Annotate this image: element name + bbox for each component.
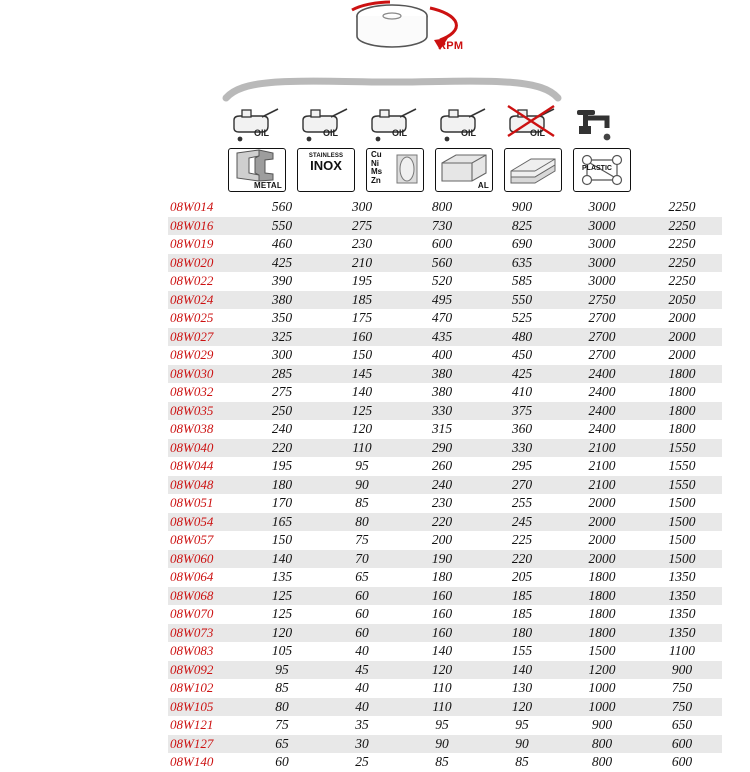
rpm-label: RPM bbox=[438, 40, 464, 52]
material-line-cu: Cu bbox=[371, 150, 382, 159]
row-code: 08W092 bbox=[168, 661, 242, 680]
row-value: 220 bbox=[402, 513, 482, 532]
row-value: 140 bbox=[482, 661, 562, 680]
table-row bbox=[168, 476, 722, 495]
row-value: 80 bbox=[322, 513, 402, 532]
speed-table-body bbox=[168, 198, 722, 772]
table-row bbox=[168, 420, 722, 439]
table-row bbox=[168, 346, 722, 365]
row-value: 2100 bbox=[562, 439, 642, 458]
row-value: 1350 bbox=[642, 587, 722, 606]
row-value: 285 bbox=[242, 365, 322, 384]
table-row bbox=[168, 698, 722, 717]
row-value: 550 bbox=[242, 217, 322, 236]
row-value: 560 bbox=[402, 254, 482, 273]
row-value: 180 bbox=[482, 624, 562, 643]
material-icon-plastic bbox=[573, 148, 631, 192]
row-value: 1550 bbox=[642, 476, 722, 495]
row-value: 650 bbox=[671, 717, 693, 732]
row-code: 08W048 bbox=[168, 476, 242, 495]
row-value: 240 bbox=[402, 476, 482, 495]
row-code: 08W060 bbox=[168, 550, 242, 569]
row-value: 585 bbox=[511, 273, 533, 288]
row-value: 300 bbox=[351, 199, 373, 214]
row-value: 120 bbox=[402, 661, 482, 680]
row-value: 1800 bbox=[668, 384, 696, 399]
row-value: 295 bbox=[511, 458, 533, 473]
column-header-metal bbox=[228, 104, 286, 196]
table-row bbox=[168, 716, 722, 735]
row-value: 495 bbox=[402, 291, 482, 310]
row-value: 60 bbox=[322, 624, 402, 643]
row-value: 3000 bbox=[562, 254, 642, 273]
row-value: 1800 bbox=[588, 606, 616, 621]
row-code: 08W044 bbox=[170, 458, 214, 473]
row-value: 145 bbox=[322, 365, 402, 384]
row-value: 3000 bbox=[588, 273, 616, 288]
row-code: 08W105 bbox=[168, 698, 242, 717]
row-value: 600 bbox=[671, 754, 693, 769]
row-value: 800 bbox=[591, 754, 613, 769]
oil-label-al: OIL bbox=[461, 128, 476, 138]
row-value: 1500 bbox=[642, 550, 722, 569]
row-value: 190 bbox=[402, 550, 482, 569]
table-row bbox=[168, 568, 722, 587]
row-value: 1000 bbox=[588, 680, 616, 695]
table-row bbox=[168, 365, 722, 384]
table-row bbox=[168, 272, 722, 291]
rpm-graphic bbox=[330, 0, 530, 70]
material-label-inox: INOX bbox=[310, 158, 342, 173]
row-value: 40 bbox=[355, 643, 369, 658]
row-value: 470 bbox=[431, 310, 453, 325]
row-value: 1500 bbox=[668, 532, 696, 547]
row-value: 260 bbox=[431, 458, 453, 473]
row-code: 08W068 bbox=[168, 587, 242, 606]
column-header-inox bbox=[297, 104, 355, 196]
material-icon-al bbox=[435, 148, 493, 192]
row-value: 130 bbox=[511, 680, 533, 695]
row-code: 08W024 bbox=[168, 291, 242, 310]
row-value: 350 bbox=[271, 310, 293, 325]
row-value: 35 bbox=[355, 717, 369, 732]
table-row bbox=[168, 642, 722, 661]
row-value: 135 bbox=[271, 569, 293, 584]
row-value: 195 bbox=[351, 273, 373, 288]
row-value: 220 bbox=[242, 439, 322, 458]
row-value: 2250 bbox=[642, 217, 722, 236]
row-value: 25 bbox=[355, 754, 369, 769]
row-value: 205 bbox=[511, 569, 533, 584]
row-value: 825 bbox=[482, 217, 562, 236]
row-code: 08W025 bbox=[170, 310, 214, 325]
material-label-metal: METAL bbox=[254, 181, 282, 190]
row-value: 45 bbox=[322, 661, 402, 680]
column-header-al bbox=[435, 104, 493, 196]
row-value: 125 bbox=[322, 402, 402, 421]
row-value: 195 bbox=[271, 458, 293, 473]
material-icon-wood bbox=[504, 148, 562, 192]
row-value: 90 bbox=[322, 476, 402, 495]
row-code: 08W121 bbox=[170, 717, 214, 732]
table-row bbox=[168, 439, 722, 458]
row-value: 410 bbox=[511, 384, 533, 399]
row-value: 1000 bbox=[562, 698, 642, 717]
row-value: 125 bbox=[271, 606, 293, 621]
row-value: 290 bbox=[402, 439, 482, 458]
row-value: 560 bbox=[271, 199, 293, 214]
row-value: 330 bbox=[402, 402, 482, 421]
row-value: 2100 bbox=[562, 476, 642, 495]
row-value: 90 bbox=[482, 735, 562, 754]
oil-can-al bbox=[435, 104, 493, 148]
row-value: 220 bbox=[482, 550, 562, 569]
row-value: 90 bbox=[402, 735, 482, 754]
row-value: 2250 bbox=[668, 199, 696, 214]
row-value: 315 bbox=[431, 421, 453, 436]
row-value: 225 bbox=[511, 532, 533, 547]
row-value: 95 bbox=[355, 458, 369, 473]
row-value: 480 bbox=[482, 328, 562, 347]
row-value: 1350 bbox=[642, 624, 722, 643]
row-code: 08W038 bbox=[170, 421, 214, 436]
row-value: 275 bbox=[322, 217, 402, 236]
row-code: 08W064 bbox=[170, 569, 214, 584]
row-value: 30 bbox=[322, 735, 402, 754]
oil-can-inox bbox=[297, 104, 355, 148]
row-value: 2700 bbox=[588, 310, 616, 325]
row-value: 1350 bbox=[668, 569, 696, 584]
table-row bbox=[168, 513, 722, 532]
row-value: 1800 bbox=[588, 569, 616, 584]
row-value: 380 bbox=[431, 384, 453, 399]
row-value: 1350 bbox=[668, 606, 696, 621]
row-code: 08W140 bbox=[170, 754, 214, 769]
row-code: 08W019 bbox=[170, 236, 214, 251]
speed-table bbox=[168, 198, 722, 772]
row-value: 2750 bbox=[562, 291, 642, 310]
row-value: 1800 bbox=[642, 402, 722, 421]
row-value: 2400 bbox=[562, 365, 642, 384]
row-value: 460 bbox=[271, 236, 293, 251]
row-value: 750 bbox=[671, 680, 693, 695]
row-value: 900 bbox=[511, 199, 533, 214]
row-value: 180 bbox=[242, 476, 322, 495]
table-row bbox=[168, 291, 722, 310]
row-value: 520 bbox=[431, 273, 453, 288]
row-value: 2000 bbox=[668, 347, 696, 362]
row-value: 2250 bbox=[642, 254, 722, 273]
table-row bbox=[168, 624, 722, 643]
hanger-bar bbox=[222, 76, 562, 102]
row-value: 160 bbox=[322, 328, 402, 347]
table-row bbox=[168, 679, 722, 698]
row-code: 08W029 bbox=[170, 347, 214, 362]
row-value: 140 bbox=[351, 384, 373, 399]
row-value: 275 bbox=[271, 384, 293, 399]
row-value: 2100 bbox=[588, 458, 616, 473]
row-value: 240 bbox=[271, 421, 293, 436]
row-value: 800 bbox=[431, 199, 453, 214]
row-value: 140 bbox=[242, 550, 322, 569]
table-row bbox=[168, 605, 722, 624]
row-value: 185 bbox=[322, 291, 402, 310]
row-value: 1800 bbox=[562, 587, 642, 606]
row-code: 08W073 bbox=[168, 624, 242, 643]
row-value: 120 bbox=[482, 698, 562, 717]
oil-label-inox: OIL bbox=[323, 128, 338, 138]
column-header-plastic bbox=[573, 104, 631, 196]
row-value: 635 bbox=[482, 254, 562, 273]
row-code: 08W040 bbox=[168, 439, 242, 458]
row-value: 185 bbox=[511, 606, 533, 621]
row-value: 1100 bbox=[669, 643, 695, 658]
table-row bbox=[168, 235, 722, 254]
row-value: 2250 bbox=[668, 273, 696, 288]
table-row bbox=[168, 494, 722, 513]
row-value: 1800 bbox=[668, 421, 696, 436]
header-icons-row bbox=[228, 104, 750, 196]
row-value: 330 bbox=[482, 439, 562, 458]
row-value: 160 bbox=[402, 587, 482, 606]
row-code: 08W051 bbox=[170, 495, 214, 510]
row-value: 690 bbox=[511, 236, 533, 251]
row-value: 2250 bbox=[668, 236, 696, 251]
row-value: 85 bbox=[275, 680, 289, 695]
row-value: 800 bbox=[562, 735, 642, 754]
row-value: 2400 bbox=[588, 421, 616, 436]
row-value: 900 bbox=[642, 661, 722, 680]
row-value: 400 bbox=[431, 347, 453, 362]
row-value: 140 bbox=[431, 643, 453, 658]
row-value: 120 bbox=[351, 421, 373, 436]
row-code: 08W057 bbox=[170, 532, 214, 547]
row-value: 1500 bbox=[668, 495, 696, 510]
row-value: 2050 bbox=[642, 291, 722, 310]
row-value: 1500 bbox=[642, 513, 722, 532]
row-value: 2000 bbox=[588, 532, 616, 547]
table-row bbox=[168, 402, 722, 421]
row-value: 2000 bbox=[562, 513, 642, 532]
row-value: 245 bbox=[482, 513, 562, 532]
row-value: 40 bbox=[322, 698, 402, 717]
row-value: 270 bbox=[482, 476, 562, 495]
row-value: 200 bbox=[431, 532, 453, 547]
row-value: 85 bbox=[515, 754, 529, 769]
row-value: 95 bbox=[242, 661, 322, 680]
row-code: 08W054 bbox=[168, 513, 242, 532]
row-value: 900 bbox=[591, 717, 613, 732]
row-value: 175 bbox=[351, 310, 373, 325]
row-value: 40 bbox=[355, 680, 369, 695]
row-value: 2400 bbox=[588, 384, 616, 399]
row-value: 230 bbox=[351, 236, 373, 251]
row-value: 3000 bbox=[588, 199, 616, 214]
row-value: 70 bbox=[322, 550, 402, 569]
row-value: 60 bbox=[275, 754, 289, 769]
row-value: 3000 bbox=[588, 236, 616, 251]
row-value: 300 bbox=[271, 347, 293, 362]
table-row bbox=[168, 328, 722, 347]
row-value: 95 bbox=[515, 717, 529, 732]
column-header-nonferrous bbox=[366, 104, 424, 196]
row-code: 08W083 bbox=[170, 643, 214, 658]
row-code: 08W030 bbox=[168, 365, 242, 384]
row-value: 1200 bbox=[562, 661, 642, 680]
material-line-zn: Zn bbox=[371, 175, 381, 185]
row-value: 160 bbox=[402, 624, 482, 643]
row-value: 75 bbox=[275, 717, 289, 732]
row-value: 1550 bbox=[668, 458, 696, 473]
row-value: 525 bbox=[511, 310, 533, 325]
row-value: 2400 bbox=[562, 402, 642, 421]
row-value: 110 bbox=[432, 680, 452, 695]
table-row bbox=[168, 661, 722, 680]
row-value: 150 bbox=[351, 347, 373, 362]
row-value: 435 bbox=[402, 328, 482, 347]
oil-label-wood: OIL bbox=[530, 128, 545, 138]
row-value: 255 bbox=[511, 495, 533, 510]
row-value: 390 bbox=[271, 273, 293, 288]
row-value: 110 bbox=[322, 439, 402, 458]
row-code: 08W032 bbox=[170, 384, 214, 399]
row-value: 80 bbox=[242, 698, 322, 717]
row-code: 08W070 bbox=[170, 606, 214, 621]
row-value: 375 bbox=[482, 402, 562, 421]
row-value: 3000 bbox=[562, 217, 642, 236]
row-value: 105 bbox=[271, 643, 293, 658]
table-row bbox=[168, 309, 722, 328]
row-value: 155 bbox=[511, 643, 533, 658]
row-value: 600 bbox=[642, 735, 722, 754]
row-value: 1800 bbox=[562, 624, 642, 643]
row-value: 95 bbox=[435, 717, 449, 732]
row-value: 550 bbox=[482, 291, 562, 310]
table-row bbox=[168, 531, 722, 550]
table-row bbox=[168, 217, 722, 236]
table-row bbox=[168, 550, 722, 569]
row-value: 1550 bbox=[642, 439, 722, 458]
row-value: 60 bbox=[355, 606, 369, 621]
row-value: 85 bbox=[355, 495, 369, 510]
row-value: 325 bbox=[242, 328, 322, 347]
row-value: 425 bbox=[482, 365, 562, 384]
row-code: 08W027 bbox=[168, 328, 242, 347]
material-line-ms: Ms bbox=[371, 167, 383, 177]
row-value: 2700 bbox=[562, 328, 642, 347]
row-value: 60 bbox=[322, 587, 402, 606]
water-tap-icon bbox=[573, 104, 631, 148]
row-value: 185 bbox=[482, 587, 562, 606]
row-value: 180 bbox=[431, 569, 453, 584]
material-label-plastic: PLASTIC bbox=[582, 165, 612, 172]
row-value: 380 bbox=[242, 291, 322, 310]
row-value: 150 bbox=[271, 532, 293, 547]
oil-can-nonferrous bbox=[366, 104, 424, 148]
row-value: 210 bbox=[322, 254, 402, 273]
row-value: 600 bbox=[431, 236, 453, 251]
row-value: 65 bbox=[242, 735, 322, 754]
row-value: 65 bbox=[355, 569, 369, 584]
row-code: 08W102 bbox=[170, 680, 214, 695]
oil-label-metal: OIL bbox=[254, 128, 269, 138]
row-value: 120 bbox=[242, 624, 322, 643]
row-code: 08W020 bbox=[168, 254, 242, 273]
table-row bbox=[168, 383, 722, 402]
row-value: 1800 bbox=[642, 365, 722, 384]
row-value: 160 bbox=[431, 606, 453, 621]
material-sublabel-inox: STAINLESS bbox=[308, 153, 344, 159]
row-code: 08W127 bbox=[168, 735, 242, 754]
row-value: 75 bbox=[355, 532, 369, 547]
row-value: 730 bbox=[402, 217, 482, 236]
oil-can-metal bbox=[228, 104, 286, 148]
row-code: 08W022 bbox=[170, 273, 214, 288]
table-row bbox=[168, 753, 722, 772]
row-value: 750 bbox=[642, 698, 722, 717]
row-value: 165 bbox=[242, 513, 322, 532]
row-value: 2700 bbox=[588, 347, 616, 362]
row-value: 2000 bbox=[668, 310, 696, 325]
row-value: 2000 bbox=[588, 495, 616, 510]
row-value: 360 bbox=[511, 421, 533, 436]
oil-label-nonferrous: OIL bbox=[392, 128, 407, 138]
material-label-al: AL bbox=[477, 181, 489, 190]
row-value: 85 bbox=[435, 754, 449, 769]
row-code: 08W016 bbox=[168, 217, 242, 236]
row-value: 230 bbox=[431, 495, 453, 510]
material-icon-nonferrous bbox=[366, 148, 424, 192]
row-value: 450 bbox=[511, 347, 533, 362]
row-value: 125 bbox=[242, 587, 322, 606]
table-row bbox=[168, 735, 722, 754]
row-value: 1500 bbox=[588, 643, 616, 658]
row-value: 250 bbox=[242, 402, 322, 421]
table-row bbox=[168, 254, 722, 273]
table-row bbox=[168, 198, 722, 217]
row-value: 425 bbox=[242, 254, 322, 273]
row-code: 08W014 bbox=[170, 199, 214, 214]
material-line-ni: Ni bbox=[371, 158, 379, 168]
column-header-wood bbox=[504, 104, 562, 196]
material-icon-metal bbox=[228, 148, 286, 192]
row-value: 2000 bbox=[642, 328, 722, 347]
row-value: 170 bbox=[271, 495, 293, 510]
oil-can-wood-crossed bbox=[504, 104, 562, 148]
table-row bbox=[168, 457, 722, 476]
row-value: 110 bbox=[402, 698, 482, 717]
row-value: 380 bbox=[402, 365, 482, 384]
material-icon-inox bbox=[297, 148, 355, 192]
row-value: 2000 bbox=[562, 550, 642, 569]
table-row bbox=[168, 587, 722, 606]
row-code: 08W035 bbox=[168, 402, 242, 421]
